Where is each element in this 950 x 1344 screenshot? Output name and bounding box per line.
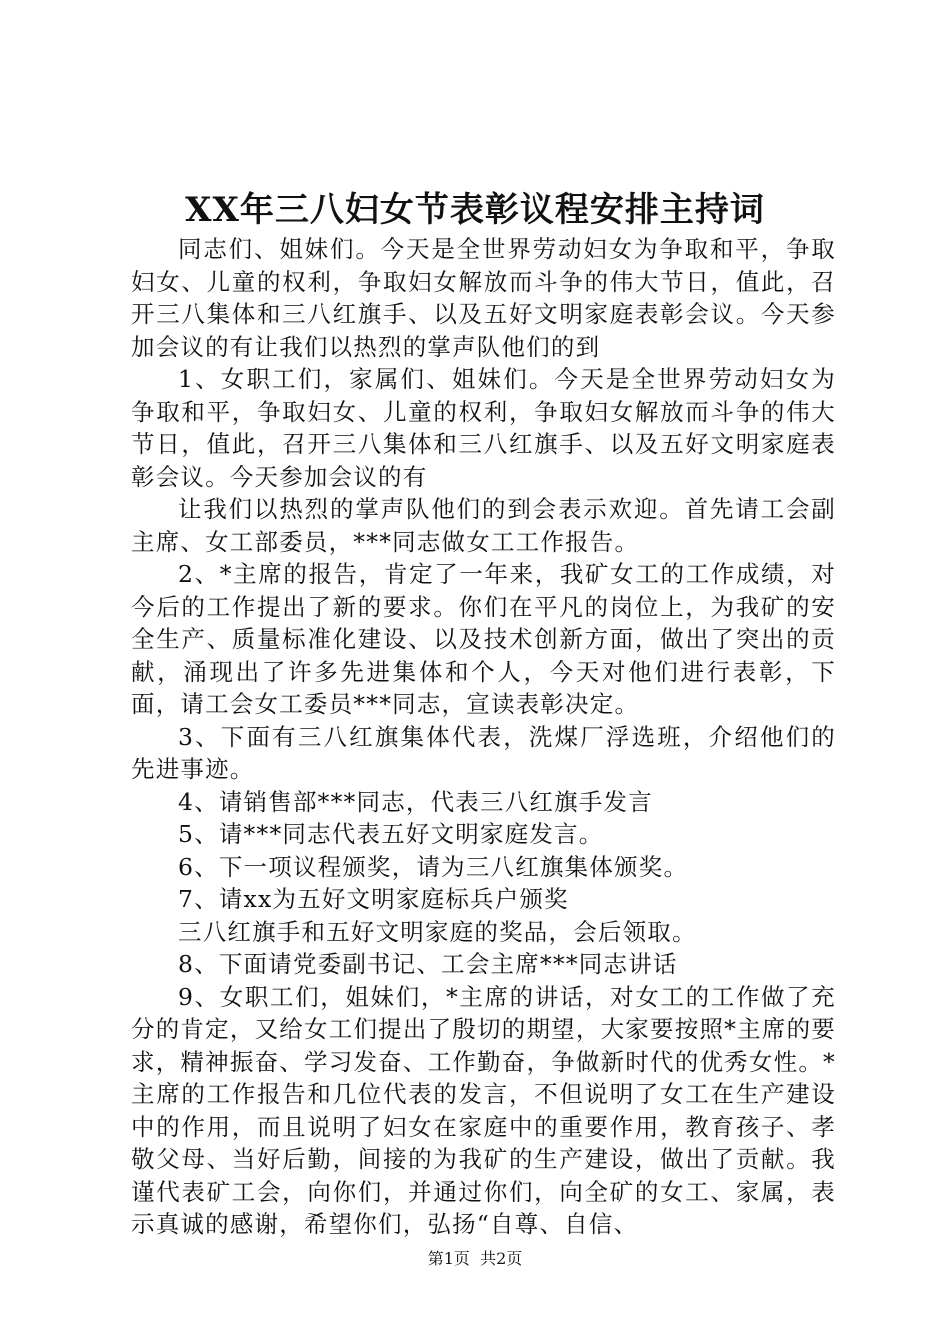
paragraph-item-4: 4、请销售部***同志，代表三八红旗手发言 — [178, 787, 653, 816]
page-footer: 第1页 共2页 — [427, 1249, 523, 1268]
paragraph-item-9: 9、女职工们，姐妹们，*主席的讲话，对女工的工作做了充分的肯定，又给女工们提出了殷切的期望，大家要按照*主席的要求，精神振奋、学习发奋、工作勤奋，争做新时代的优秀女性。*主席的工作报告和几位代表的发言，不但说明了女工在生产建设中的作用，而且说明了妇女在家庭中的重要作用，教育孩子、孝敬父母、当好后勤，间接的为我矿的生产建设，做出了贡献。我谨代表矿工会，向你们，并通过你们，向全矿的女工、家属，表示真诚的感谢，希望你们，弘扬“自尊、自信、 — [131, 982, 836, 1238]
paragraph-item-3: 3、下面有三八红旗集体代表，洗煤厂浮选班，介绍他们的先进事迹。 — [131, 722, 836, 783]
paragraph-welcome: 让我们以热烈的掌声队他们的到会表示欢迎。首先请工会副主席、女工部委员，***同志做女工工作报告。 — [131, 495, 836, 556]
paragraph-item-6: 6、下一项议程颁奖，请为三八红旗集体颁奖。 — [178, 852, 689, 881]
paragraph-opening: 同志们、姐妹们。今天是全世界劳动妇女为争取和平，争取妇女、儿童的权利，争取妇女解放而斗争的伟大节日，值此，召开三八集体和三八红旗手、以及五好文明家庭表彰会议。今天参加会议的有让我们以热烈的掌声队他们的到 — [131, 235, 836, 361]
paragraph-item-5: 5、请***同志代表五好文明家庭发言。 — [178, 820, 604, 848]
paragraph-prizes: 三八红旗手和五好文明家庭的奖品，会后领取。 — [178, 917, 697, 946]
paragraph-item-1: 1、女职工们，家属们、姐妹们。今天是全世界劳动妇女为争取和平，争取妇女、儿童的权利，争取妇女解放而斗争的伟大节日，值此，召开三八集体和三八红旗手、以及五好文明家庭表彰会议。今天参加会议的有 — [131, 365, 836, 491]
paragraph-item-2: 2、*主席的报告，肯定了一年来，我矿女工的工作成绩，对今后的工作提出了新的要求。你们在平凡的岗位上，为我矿的安全生产、质量标准化建设、以及技术创新方面，做出了突出的贡献，涌现出了许多先进集体和个人，今天对他们进行表彰，下面，请工会女工委员***同志，宣读表彰决定。 — [131, 560, 836, 718]
paragraph-item-8: 8、下面请党委副书记、工会主席***同志讲话 — [178, 950, 678, 978]
document-body — [131, 233, 836, 1241]
document-title: XX年三八妇女节表彰议程安排主持词 — [185, 190, 765, 230]
paragraph-item-7: 7、请xx为五好文明家庭标兵户颁奖 — [178, 885, 569, 913]
